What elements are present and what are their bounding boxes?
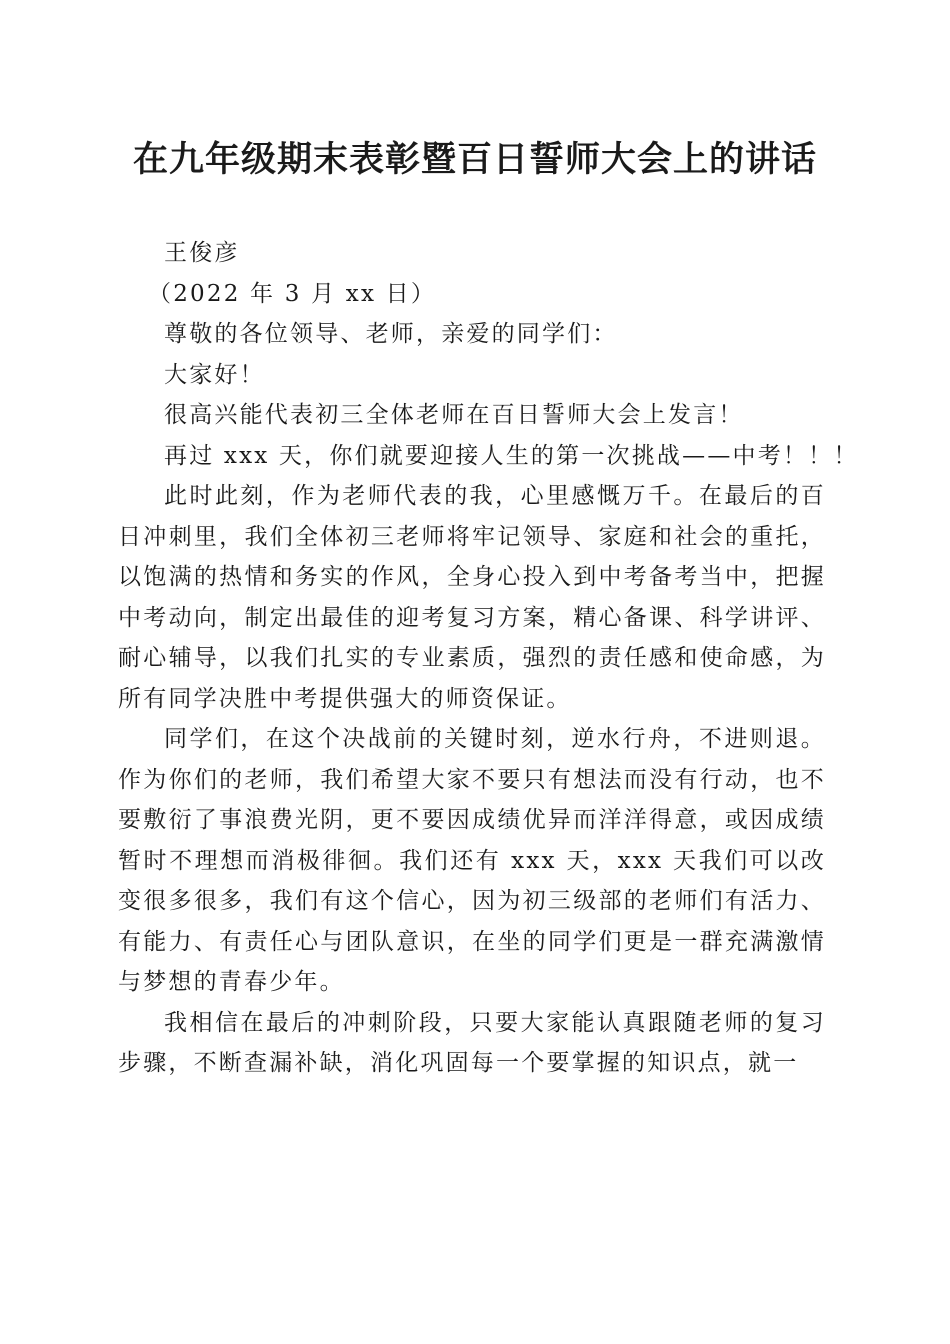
paragraph-opening: 很高兴能代表初三全体老师在百日誓师大会上发言！ xyxy=(164,402,744,428)
paragraph-body-3: 我相信在最后的冲刺阶段，只要大家能认真跟随老师的复习步骤，不断查漏补缺，消化巩固每一个要掌握的知识点，就一 xyxy=(118,1009,826,1076)
author-line: 王俊彦 xyxy=(164,240,240,266)
paragraph-countdown: 再过 xxx 天，你们就要迎接人生的第一次挑战——中考！！！ xyxy=(164,442,859,469)
document-body xyxy=(118,233,859,1084)
paragraph-body-2: 同学们，在这个决战前的关键时刻，逆水行舟，不进则退。作为你们的老师，我们希望大家不要只有想法而没有行动，也不要敷衍了事浪费光阴，更不要因成绩优异而洋洋得意，或因成绩暂时不理想而消极徘徊。我们还有 xxx 天，xxx 天我们可以改变很多很多，我们有这个信心，因为初三级部的老师们有活力、有能力、有责任心与团队意识，在坐的同学们更是一群充满激情与梦想的青春少年。 xyxy=(118,726,826,995)
paragraph-greeting: 大家好！ xyxy=(164,361,265,388)
document-title: 在九年级期末表彰暨百日誓师大会上的讲话 xyxy=(132,140,817,180)
date-line: （2022 年 3 月 xx 日） xyxy=(148,280,437,307)
paragraph-body-1: 此时此刻，作为老师代表的我，心里感慨万千。在最后的百日冲刺里，我们全体初三老师将牢记领导、家庭和社会的重托，以饱满的热情和务实的作风，全身心投入到中考备考当中，把握中考动向，制定出最佳的迎考复习方案，精心备课、科学讲评、耐心辅导，以我们扎实的专业素质，强烈的责任感和使命感，为所有同学决胜中考提供强大的师资保证。 xyxy=(118,483,826,712)
paragraph-salutation: 尊敬的各位领导、老师，亲爱的同学们： xyxy=(164,321,618,347)
